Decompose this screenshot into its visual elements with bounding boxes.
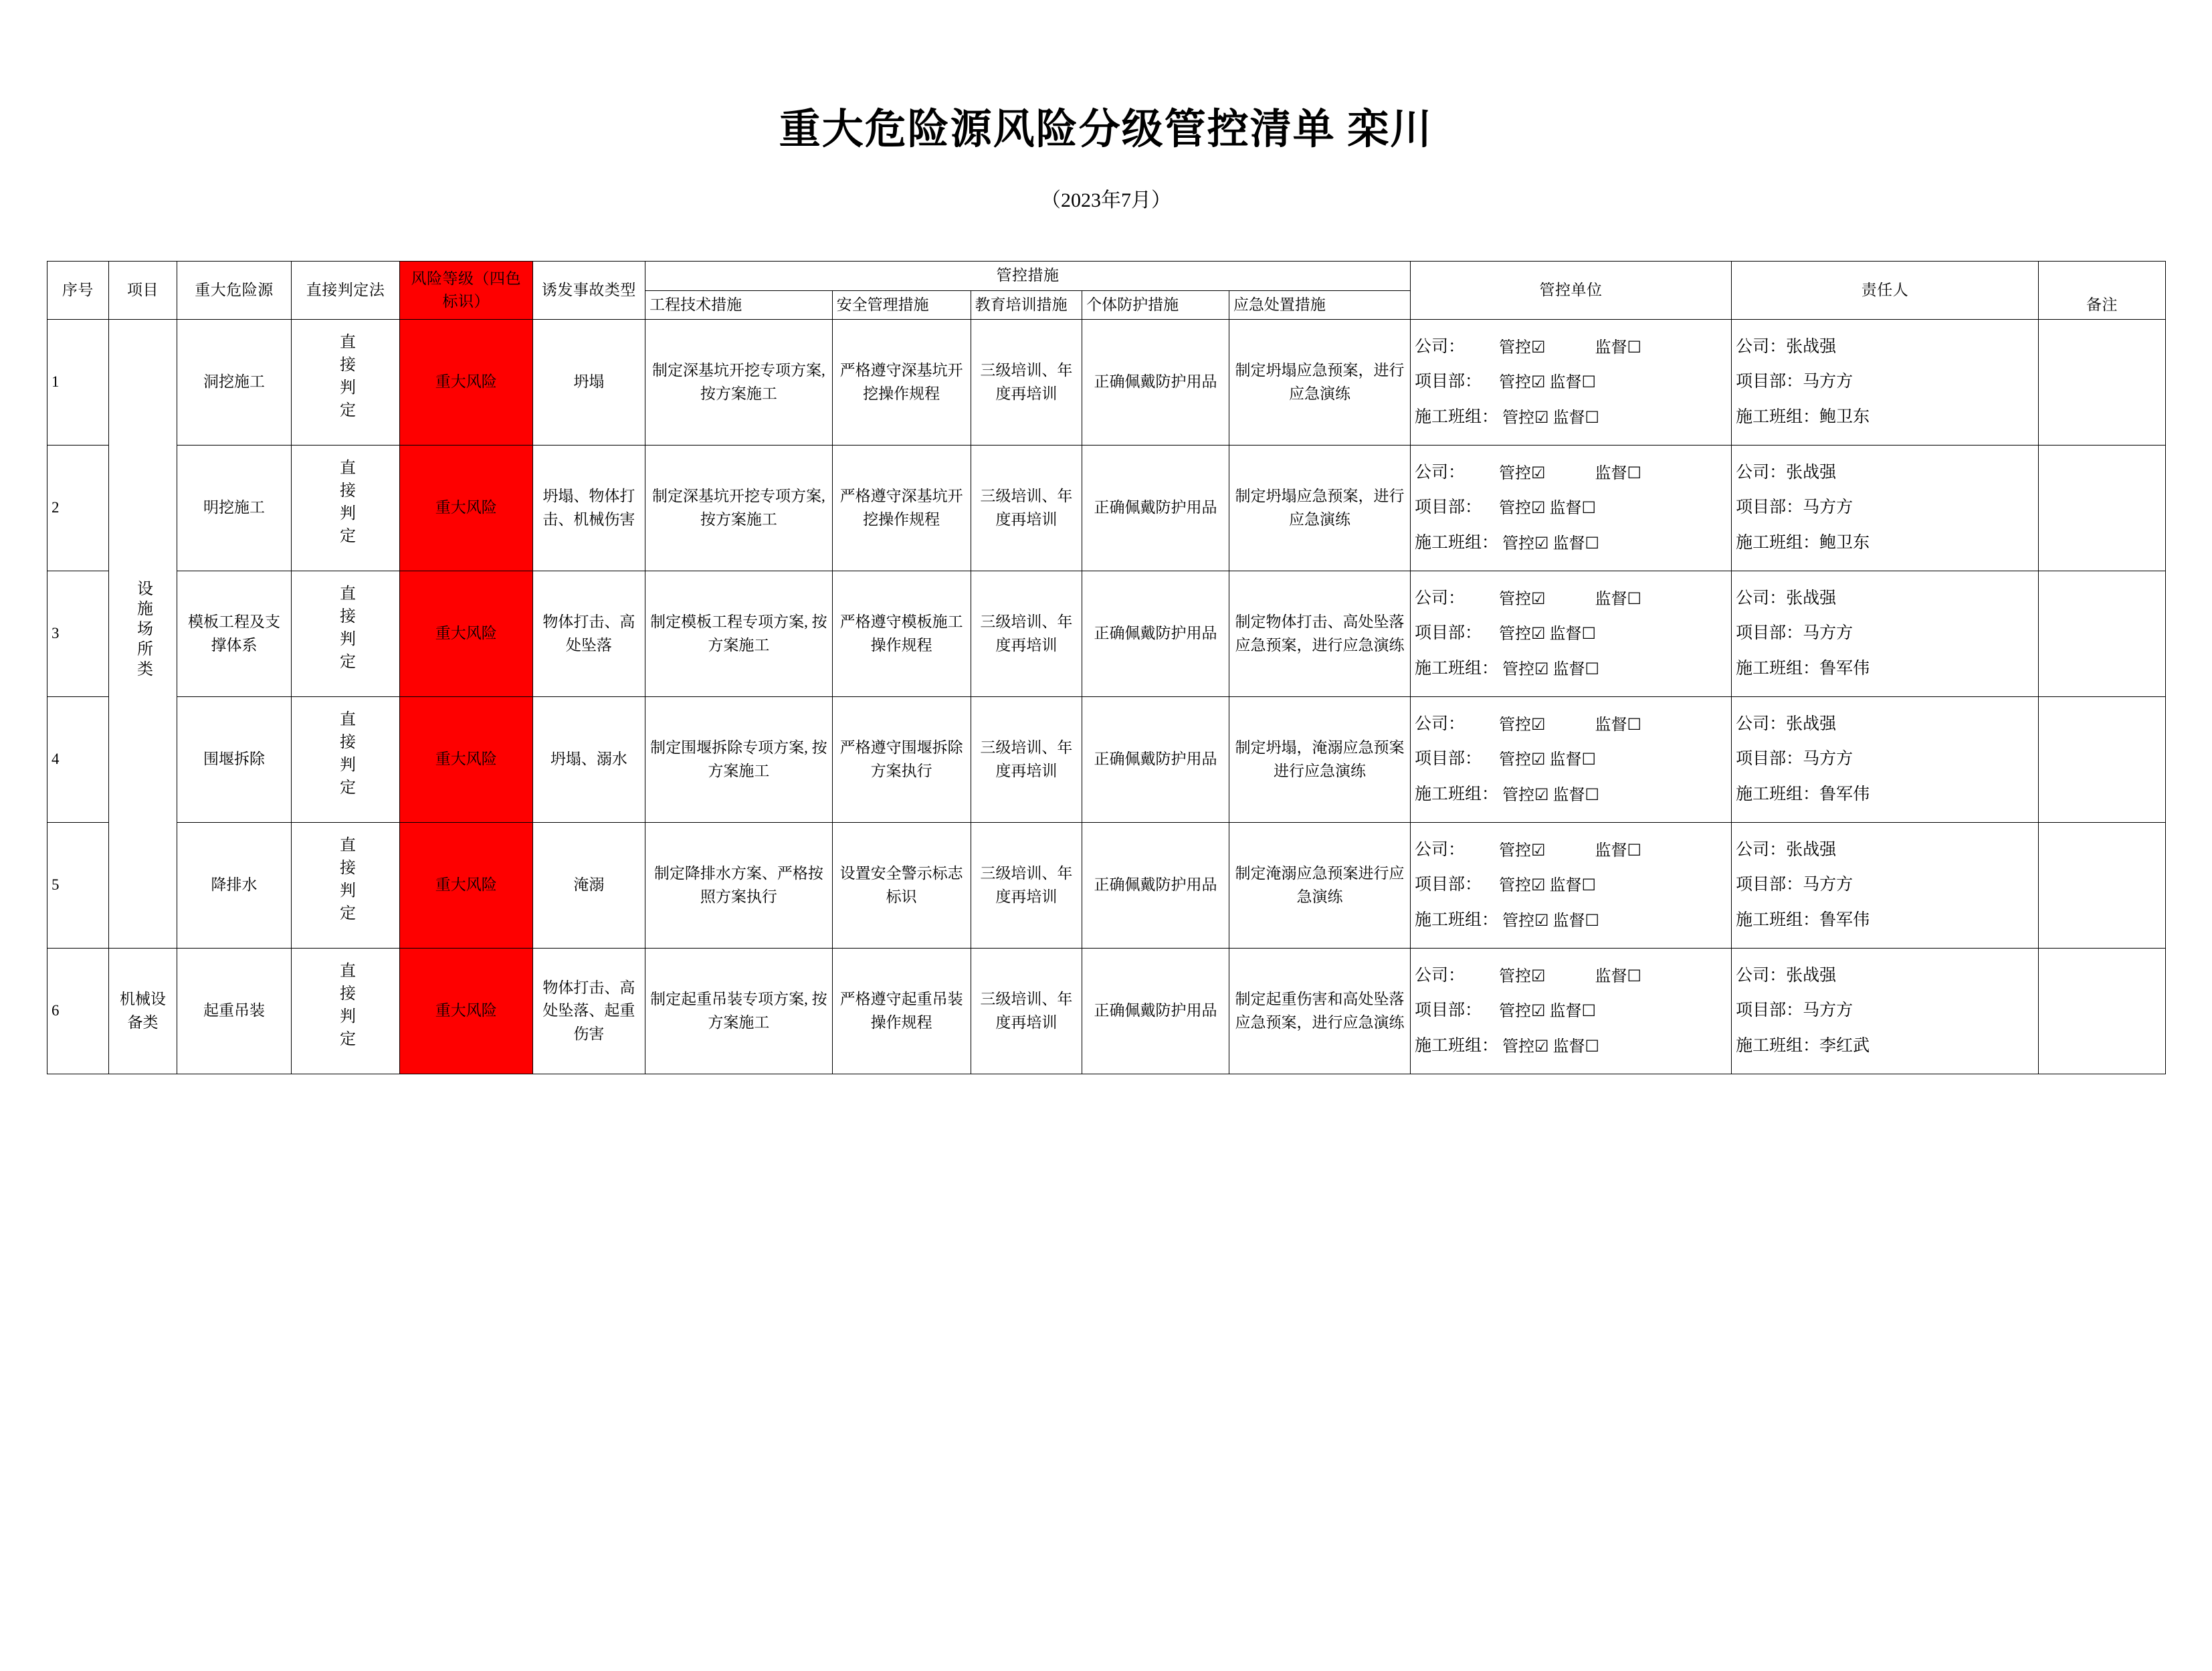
cell-emergency: 制定物体打击、高处坠落应急预案，进行应急演练: [1229, 571, 1410, 697]
unit-row-work-team: [1415, 903, 1727, 939]
cell-no: 6: [47, 949, 109, 1074]
cell-safety-mgmt: 设置安全警示标志标识: [832, 823, 971, 949]
unit-row-work-team: [1415, 526, 1727, 561]
unit-project-label: 项目部：: [1414, 750, 1482, 769]
cell-accident: 坍塌: [532, 320, 645, 446]
cell-hazard: 起重吊装: [177, 949, 292, 1074]
col-header-unit: 管控单位: [1410, 262, 1731, 320]
unit-project-label: 项目部：: [1414, 1001, 1482, 1020]
cell-engineering: 制定深基坑开挖专项方案,按方案施工: [645, 446, 833, 571]
col-header-engineering: 工程技术措施: [645, 290, 833, 320]
checkbox-supervise-team[interactable]: 监督☐: [1552, 407, 1600, 427]
cell-risk-level: 重大风险: [400, 320, 532, 446]
checkbox-supervise-project[interactable]: 监督☐: [1549, 1001, 1596, 1021]
responsible-team: 施工班组：李红武: [1736, 1036, 1870, 1055]
table-row: [47, 823, 2166, 949]
cell-hazard: 降排水: [177, 823, 292, 949]
table-body: [47, 320, 2166, 1074]
responsible-company: 公司：张战强: [1736, 840, 1837, 859]
col-header-safety-mgmt: 安全管理措施: [832, 290, 971, 320]
unit-company-label: 公司：: [1414, 589, 1465, 607]
checkbox-supervise-team[interactable]: 监督☐: [1552, 1036, 1600, 1056]
unit-company-label: 公司：: [1414, 966, 1465, 985]
cell-risk-level: 重大风险: [400, 446, 532, 571]
cell-note: [2038, 697, 2165, 823]
col-header-level: 风险等级（四色标识）: [400, 262, 532, 320]
cell-responsible: [1732, 320, 2039, 446]
responsible-project: 项目部：马方方: [1736, 624, 1853, 643]
cell-emergency: 制定坍塌应急预案，进行应急演练: [1229, 446, 1410, 571]
cell-project-group: 机械设备类: [108, 949, 177, 1074]
cell-safety-mgmt: 严格遵守围堰拆除方案执行: [832, 697, 971, 823]
table-header: [47, 262, 2166, 320]
unit-row-work-team: [1415, 1029, 1727, 1064]
unit-team-label: 施工班组：: [1414, 910, 1498, 929]
checkbox-control-team[interactable]: 管控☑: [1502, 910, 1549, 930]
checkbox-supervise-company[interactable]: 监督☐: [1595, 840, 1641, 860]
unit-row-project-dept: [1415, 490, 1727, 526]
unit-row-project-dept: [1415, 365, 1727, 400]
unit-row-project-dept: [1415, 742, 1727, 777]
checkbox-control-project[interactable]: 管控☑: [1498, 498, 1546, 518]
table-row: [47, 571, 2166, 697]
unit-row-work-team: [1415, 777, 1727, 813]
judge-label: 直接判定: [336, 710, 355, 802]
page-title: 重大危险源风险分级管控清单 栾川: [779, 107, 1433, 153]
cell-education: 三级培训、年度再培训: [971, 697, 1082, 823]
cell-accident: 淹溺: [532, 823, 645, 949]
unit-team-label: 施工班组：: [1414, 785, 1498, 803]
cell-education: 三级培训、年度再培训: [971, 823, 1082, 949]
judge-label: 直接判定: [336, 585, 355, 676]
col-header-ppe: 个体防护措施: [1082, 290, 1229, 320]
risk-control-table: [47, 261, 2166, 1074]
table-row: [47, 949, 2166, 1074]
cell-ppe: 正确佩戴防护用品: [1082, 697, 1229, 823]
cell-risk-level: 重大风险: [400, 949, 532, 1074]
cell-safety-mgmt: 严格遵守模板施工操作规程: [832, 571, 971, 697]
unit-row-work-team: [1415, 400, 1727, 435]
cell-judge: [291, 949, 399, 1074]
col-header-project: 项目: [108, 262, 177, 320]
responsible-team: 施工班组：鲍卫东: [1736, 533, 1870, 552]
cell-safety-mgmt: 严格遵守深基坑开挖操作规程: [832, 320, 971, 446]
responsible-company: 公司：张战强: [1736, 589, 1837, 607]
responsible-company: 公司：张战强: [1736, 337, 1837, 356]
checkbox-control-company[interactable]: 管控☑: [1498, 337, 1546, 357]
table-header-row-1: [47, 262, 2166, 291]
unit-row-work-team: [1415, 652, 1727, 687]
col-header-no: 序号: [47, 262, 109, 320]
responsible-company: 公司：张战强: [1736, 463, 1837, 482]
col-header-measures-group: 管控措施: [645, 262, 1411, 291]
unit-project-label: 项目部：: [1414, 498, 1482, 517]
responsible-project: 项目部：马方方: [1736, 750, 1853, 769]
col-header-note: 备注: [2038, 262, 2165, 320]
checkbox-control-project[interactable]: 管控☑: [1498, 1001, 1546, 1021]
cell-hazard: 围堰拆除: [177, 697, 292, 823]
checkbox-control-project[interactable]: 管控☑: [1498, 373, 1546, 392]
cell-engineering: 制定降排水方案、严格按照方案执行: [645, 823, 833, 949]
cell-note: [2038, 571, 2165, 697]
cell-note: [2038, 823, 2165, 949]
checkbox-supervise-company[interactable]: 监督☐: [1595, 589, 1641, 608]
table-row: [47, 697, 2166, 823]
checkbox-supervise-team[interactable]: 监督☐: [1552, 910, 1600, 930]
cell-hazard: 模板工程及支撑体系: [177, 571, 292, 697]
unit-company-label: 公司：: [1414, 463, 1465, 482]
cell-ppe: 正确佩戴防护用品: [1082, 571, 1229, 697]
document-page: [0, 107, 2212, 1671]
cell-risk-level: 重大风险: [400, 571, 532, 697]
cell-control-unit: [1410, 320, 1731, 446]
cell-accident: 坍塌、溺水: [532, 697, 645, 823]
responsible-team: 施工班组：鲁军伟: [1736, 785, 1870, 803]
responsible-company: 公司：张战强: [1736, 714, 1837, 733]
col-header-education: 教育培训措施: [971, 290, 1082, 320]
checkbox-supervise-project[interactable]: 监督☐: [1549, 624, 1596, 644]
checkbox-supervise-project[interactable]: 监督☐: [1549, 373, 1596, 392]
cell-ppe: 正确佩戴防护用品: [1082, 446, 1229, 571]
responsible-company: 公司：张战强: [1736, 966, 1837, 985]
cell-judge: [291, 697, 399, 823]
judge-label: 直接判定: [336, 333, 355, 425]
judge-label: 直接判定: [336, 962, 355, 1054]
checkbox-supervise-team[interactable]: 监督☐: [1552, 785, 1600, 804]
cell-responsible: [1732, 949, 2039, 1074]
unit-company-label: 公司：: [1414, 337, 1465, 356]
cell-judge: [291, 571, 399, 697]
cell-control-unit: [1410, 446, 1731, 571]
table-row: [47, 320, 2166, 446]
col-header-emergency: 应急处置措施: [1229, 290, 1410, 320]
cell-control-unit: [1410, 823, 1731, 949]
unit-project-label: 项目部：: [1414, 624, 1482, 643]
cell-emergency: 制定坍塌应急预案，进行应急演练: [1229, 320, 1410, 446]
checkbox-control-company[interactable]: 管控☑: [1498, 840, 1546, 860]
cell-emergency: 制定坍塌，淹溺应急预案进行应急演练: [1229, 697, 1410, 823]
cell-ppe: 正确佩戴防护用品: [1082, 320, 1229, 446]
cell-accident: 坍塌、物体打击、机械伤害: [532, 446, 645, 571]
cell-safety-mgmt: 严格遵守起重吊装操作规程: [832, 949, 971, 1074]
unit-row-company: [1415, 456, 1727, 491]
cell-emergency: 制定起重伤害和高处坠落应急预案，进行应急演练: [1229, 949, 1410, 1074]
unit-company-label: 公司：: [1414, 714, 1465, 733]
responsible-project: 项目部：马方方: [1736, 1001, 1853, 1020]
page-subtitle: （2023年7月）: [1041, 189, 1171, 212]
unit-project-label: 项目部：: [1414, 876, 1482, 894]
checkbox-control-team[interactable]: 管控☑: [1502, 407, 1549, 427]
cell-project-group: [108, 320, 177, 949]
cell-safety-mgmt: 严格遵守深基坑开挖操作规程: [832, 446, 971, 571]
cell-risk-level: 重大风险: [400, 823, 532, 949]
cell-judge: [291, 823, 399, 949]
cell-education: 三级培训、年度再培训: [971, 446, 1082, 571]
project-group-label: 设施场所类: [134, 580, 152, 681]
cell-ppe: 正确佩戴防护用品: [1082, 823, 1229, 949]
checkbox-supervise-company[interactable]: 监督☐: [1595, 966, 1641, 985]
checkbox-control-company[interactable]: 管控☑: [1498, 714, 1546, 734]
col-header-hazard: 重大危险源: [177, 262, 292, 320]
unit-team-label: 施工班组：: [1414, 659, 1498, 678]
cell-no: 2: [47, 446, 109, 571]
cell-engineering: 制定深基坑开挖专项方案,按方案施工: [645, 320, 833, 446]
col-header-judge: 直接判定法: [291, 262, 399, 320]
cell-ppe: 正确佩戴防护用品: [1082, 949, 1229, 1074]
cell-responsible: [1732, 697, 2039, 823]
unit-team-label: 施工班组：: [1414, 407, 1498, 426]
checkbox-control-team[interactable]: 管控☑: [1502, 533, 1549, 553]
cell-engineering: 制定模板工程专项方案, 按方案施工: [645, 571, 833, 697]
checkbox-control-team[interactable]: 管控☑: [1502, 659, 1549, 678]
responsible-team: 施工班组：鲁军伟: [1736, 910, 1870, 929]
cell-note: [2038, 446, 2165, 571]
unit-project-label: 项目部：: [1414, 373, 1482, 391]
cell-responsible: [1732, 446, 2039, 571]
cell-hazard: 洞挖施工: [177, 320, 292, 446]
checkbox-supervise-company[interactable]: 监督☐: [1595, 337, 1641, 357]
checkbox-supervise-project[interactable]: 监督☐: [1549, 750, 1596, 769]
unit-row-company: [1415, 707, 1727, 743]
cell-no: 1: [47, 320, 109, 446]
unit-row-company: [1415, 330, 1727, 365]
unit-row-project-dept: [1415, 993, 1727, 1029]
checkbox-control-project[interactable]: 管控☑: [1498, 876, 1546, 895]
risk-table-container: [47, 261, 2165, 1074]
checkbox-control-project[interactable]: 管控☑: [1498, 750, 1546, 769]
cell-judge: [291, 446, 399, 571]
cell-hazard: 明挖施工: [177, 446, 292, 571]
unit-row-company: [1415, 833, 1727, 868]
unit-row-project-dept: [1415, 868, 1727, 903]
cell-control-unit: [1410, 697, 1731, 823]
unit-row-company: [1415, 581, 1727, 617]
cell-education: 三级培训、年度再培训: [971, 949, 1082, 1074]
checkbox-supervise-team[interactable]: 监督☐: [1552, 659, 1600, 678]
cell-control-unit: [1410, 949, 1731, 1074]
cell-note: [2038, 320, 2165, 446]
cell-accident: 物体打击、高处坠落、起重伤害: [532, 949, 645, 1074]
cell-engineering: 制定起重吊装专项方案, 按方案施工: [645, 949, 833, 1074]
cell-responsible: [1732, 823, 2039, 949]
checkbox-control-project[interactable]: 管控☑: [1498, 624, 1546, 644]
cell-no: 3: [47, 571, 109, 697]
judge-label: 直接判定: [336, 459, 355, 551]
checkbox-control-company[interactable]: 管控☑: [1498, 589, 1546, 608]
cell-risk-level: 重大风险: [400, 697, 532, 823]
checkbox-supervise-team[interactable]: 监督☐: [1552, 533, 1600, 553]
responsible-project: 项目部：马方方: [1736, 876, 1853, 894]
cell-no: 5: [47, 823, 109, 949]
checkbox-control-company[interactable]: 管控☑: [1498, 966, 1546, 985]
checkbox-supervise-project[interactable]: 监督☐: [1549, 498, 1596, 518]
checkbox-supervise-project[interactable]: 监督☐: [1549, 876, 1596, 895]
checkbox-supervise-company[interactable]: 监督☐: [1595, 714, 1641, 734]
checkbox-supervise-company[interactable]: 监督☐: [1595, 463, 1641, 482]
cell-accident: 物体打击、高处坠落: [532, 571, 645, 697]
unit-company-label: 公司：: [1414, 840, 1465, 859]
responsible-team: 施工班组：鲍卫东: [1736, 407, 1870, 426]
col-header-responsible: 责任人: [1732, 262, 2039, 320]
cell-emergency: 制定淹溺应急预案进行应急演练: [1229, 823, 1410, 949]
responsible-team: 施工班组：鲁军伟: [1736, 659, 1870, 678]
judge-label: 直接判定: [336, 836, 355, 928]
unit-team-label: 施工班组：: [1414, 1036, 1498, 1055]
cell-responsible: [1732, 571, 2039, 697]
unit-row-project-dept: [1415, 616, 1727, 652]
cell-education: 三级培训、年度再培训: [971, 571, 1082, 697]
responsible-project: 项目部：马方方: [1736, 498, 1853, 517]
checkbox-control-team[interactable]: 管控☑: [1502, 785, 1549, 804]
checkbox-control-company[interactable]: 管控☑: [1498, 463, 1546, 482]
responsible-project: 项目部：马方方: [1736, 373, 1853, 391]
cell-control-unit: [1410, 571, 1731, 697]
unit-row-company: [1415, 959, 1727, 994]
cell-no: 4: [47, 697, 109, 823]
checkbox-control-team[interactable]: 管控☑: [1502, 1036, 1549, 1056]
cell-education: 三级培训、年度再培训: [971, 320, 1082, 446]
cell-note: [2038, 949, 2165, 1074]
col-header-accident: 诱发事故类型: [532, 262, 645, 320]
table-row: [47, 446, 2166, 571]
unit-team-label: 施工班组：: [1414, 533, 1498, 552]
cell-engineering: 制定围堰拆除专项方案, 按方案施工: [645, 697, 833, 823]
cell-judge: [291, 320, 399, 446]
